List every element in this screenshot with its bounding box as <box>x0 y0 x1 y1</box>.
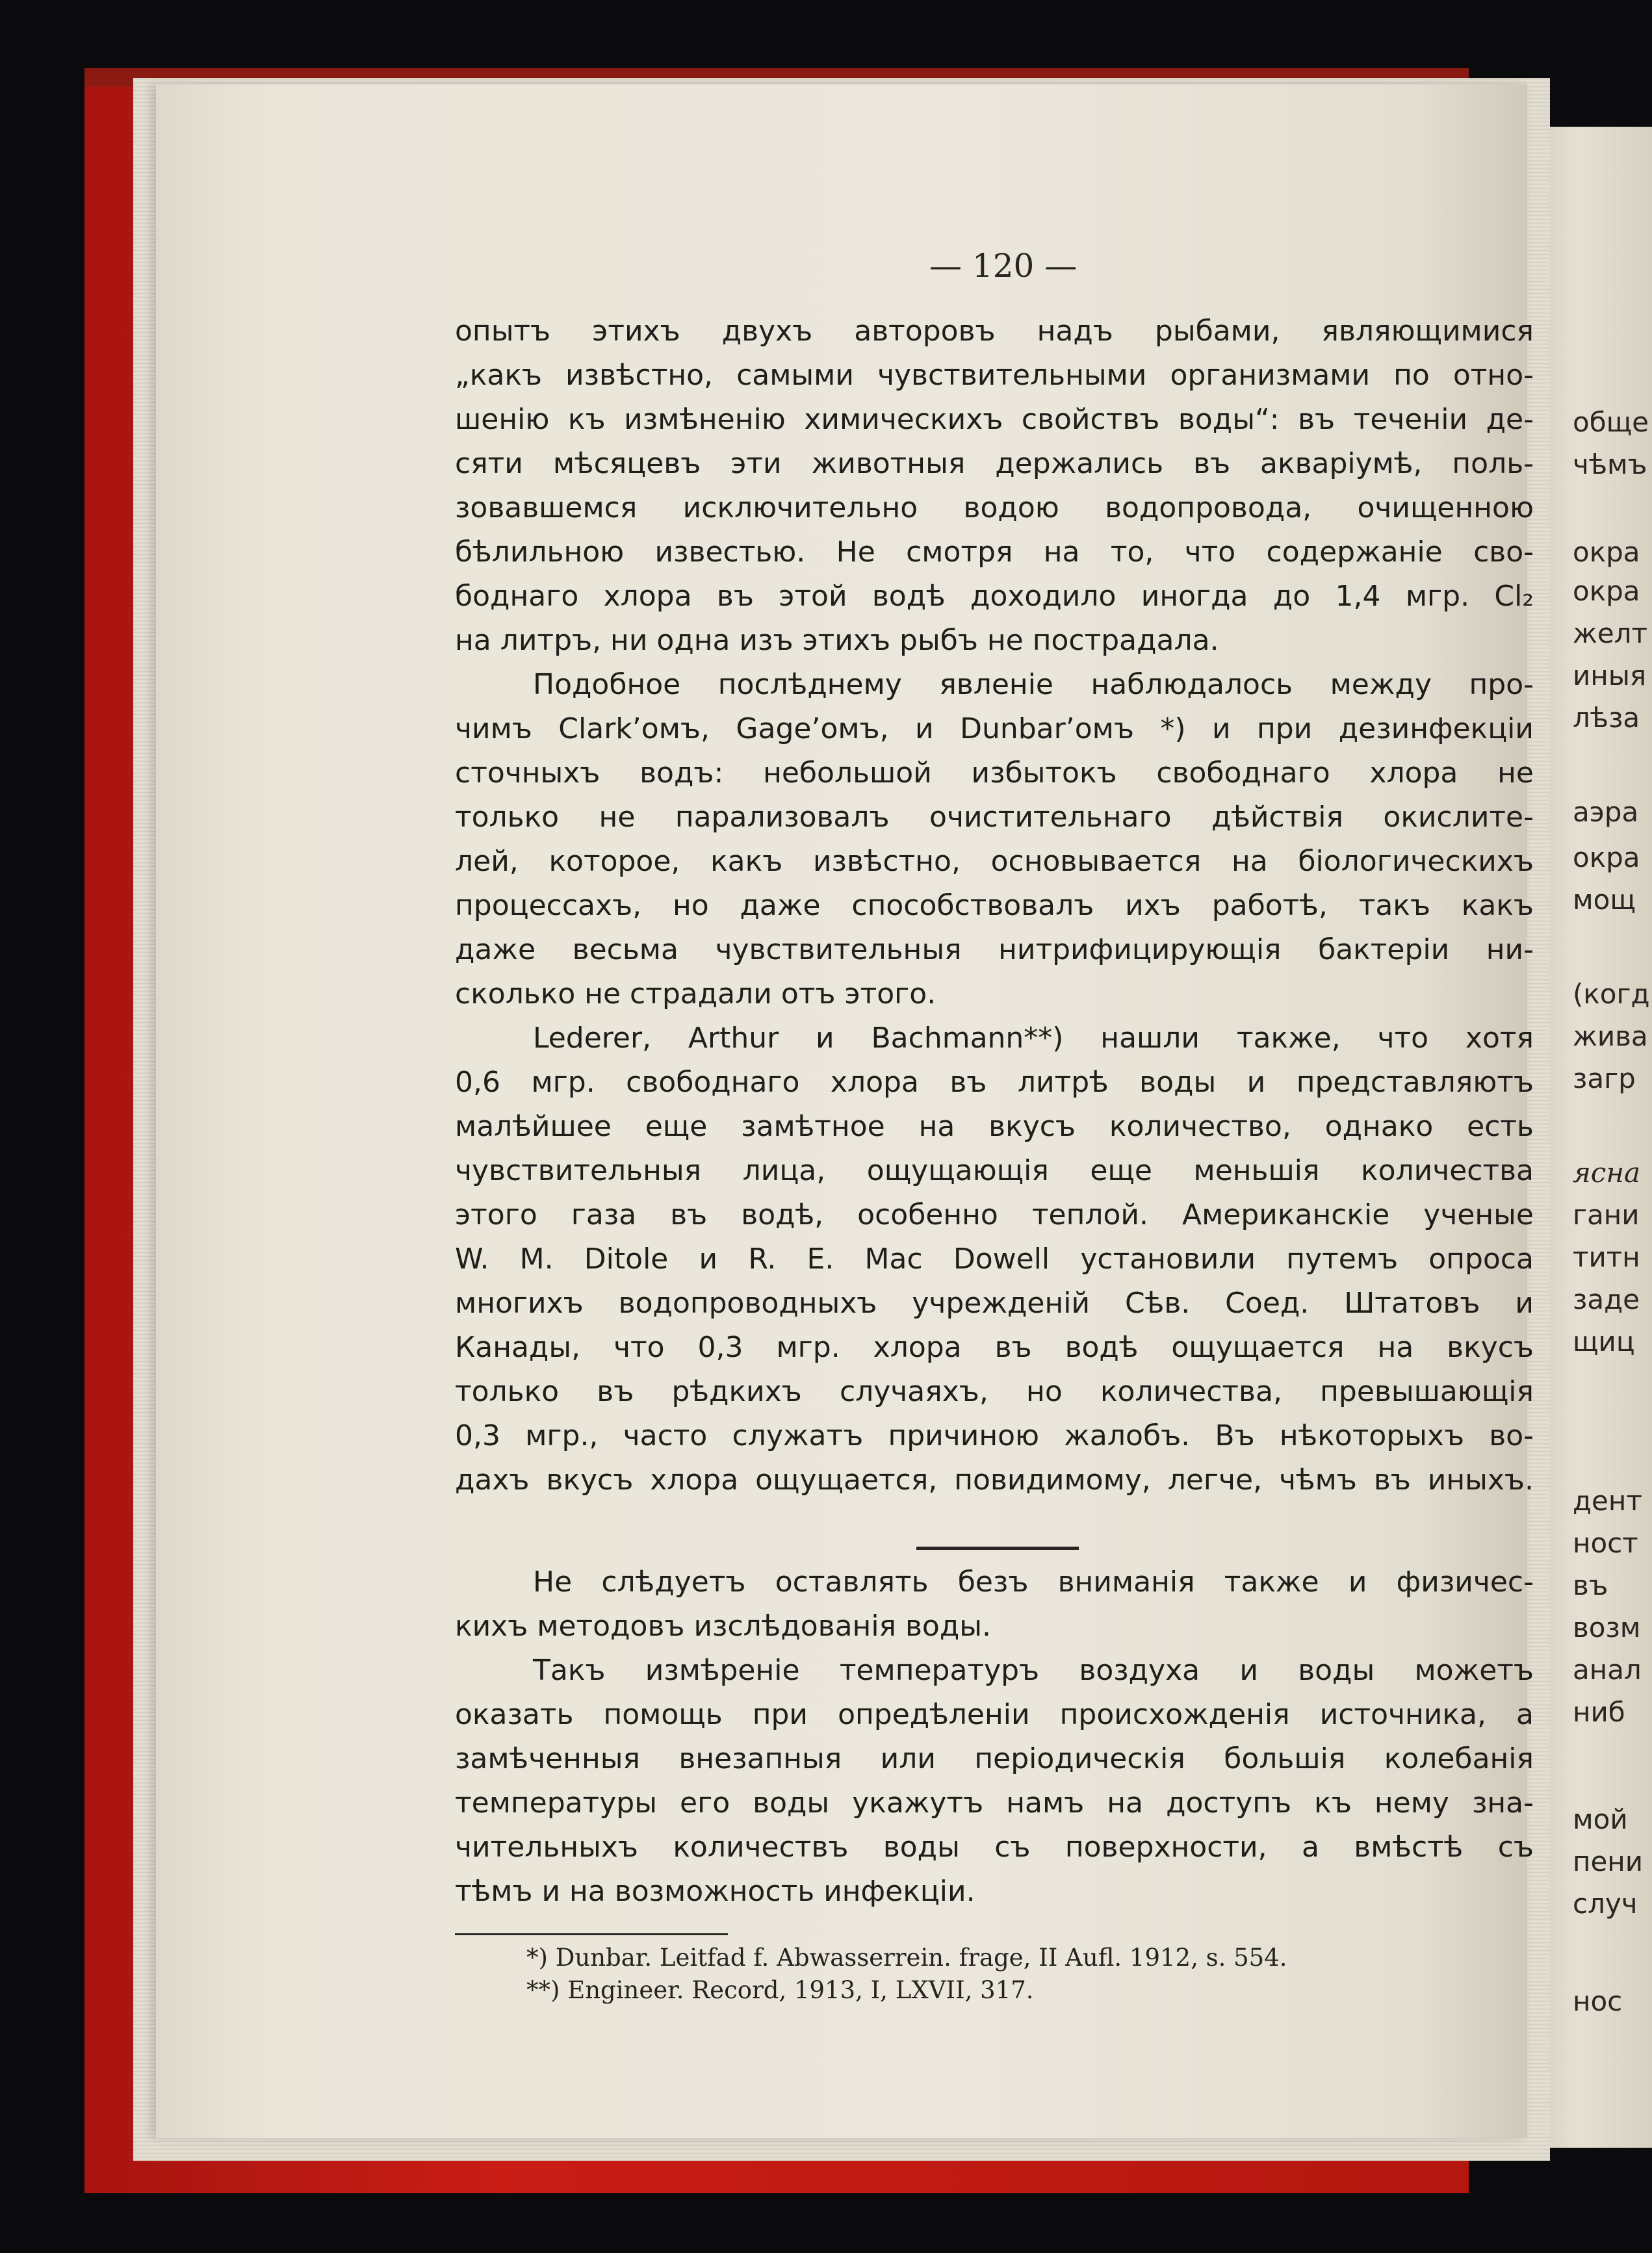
text-line: Подобное послѣднему явленіе наблюдалось между про- <box>533 668 1534 701</box>
text-line: этого газа въ водѣ, особенно теплой. Американскіе ученые <box>455 1198 1534 1231</box>
text-line: бѣлильною известью. Не смотря на то, что содержаніе сво- <box>455 535 1534 569</box>
text-line: чувствительныя лица, ощущающія еще меньшія количества <box>455 1154 1534 1187</box>
text-line: боднаго хлора въ этой водѣ доходило иногда до 1,4 мгр. Cl₂ <box>455 580 1534 613</box>
next-page-fragment: ниб <box>1573 1696 1625 1728</box>
text-line: зовавшемся исключительно водою водопровода, очищенною <box>455 491 1534 524</box>
next-page-fragment: нос <box>1573 1985 1623 2017</box>
text-line: опытъ этихъ двухъ авторовъ надъ рыбами, являющимися <box>455 315 1534 348</box>
text-line: тѣмъ и на возможность инфекціи. <box>455 1875 975 1908</box>
next-page-edge <box>1534 127 1652 2148</box>
text-line: шенію къ измѣненію химическихъ свойствъ воды“: въ теченіи де- <box>455 403 1534 436</box>
footnote: **) Engineer. Record, 1913, I, LXVII, 317. <box>526 1976 1034 2004</box>
text-line: процессахъ, но даже способствовалъ ихъ работѣ, такъ какъ <box>455 889 1534 922</box>
next-page-fragment: окра <box>1573 842 1640 873</box>
next-page-fragment: лѣза <box>1573 702 1640 734</box>
next-page-fragment: иныя <box>1573 660 1647 691</box>
next-page-fragment: аэра <box>1573 796 1639 828</box>
next-page-fragment: случ <box>1573 1888 1638 1920</box>
next-page-fragment: щиц <box>1573 1326 1635 1358</box>
next-page-fragment: гани <box>1573 1199 1640 1231</box>
next-page-fragment: загр <box>1573 1062 1636 1094</box>
text-line: сточныхъ водъ: небольшой избытокъ свободнаго хлора не <box>455 756 1534 790</box>
next-page-fragment: возм <box>1573 1612 1641 1643</box>
text-line: многихъ водопроводныхъ учрежденій Сѣв. Соед. Штатовъ и <box>455 1287 1534 1320</box>
next-page-fragment: окра <box>1573 575 1640 607</box>
next-page-fragment: въ <box>1573 1569 1608 1601</box>
next-page-fragment: анал <box>1573 1654 1642 1686</box>
next-page-fragment: окра <box>1573 536 1640 568</box>
text-line: чимъ Clark’омъ, Gage’омъ, и Dunbar’омъ *) и при дезинфекціи <box>455 712 1534 745</box>
text-line: только не парализовалъ очистительнаго дѣйствія окислите- <box>455 801 1534 834</box>
text-line: Такъ измѣреніе температуръ воздуха и воды можетъ <box>533 1654 1534 1687</box>
text-line: замѣченныя внезапныя или періодическія большія колебанія <box>455 1742 1534 1775</box>
text-line: малѣйшее еще замѣтное на вкусъ количество, однако есть <box>455 1110 1534 1143</box>
text-line: даже весьма чувствительныя нитрифицирующія бактеріи ни- <box>455 933 1534 966</box>
next-page-fragment: ност <box>1573 1527 1638 1559</box>
text-line: чительныхъ количествъ воды съ поверхности, а вмѣстѣ съ <box>455 1831 1534 1864</box>
page-number: — 120 — <box>929 247 1078 285</box>
section-separator <box>916 1547 1079 1550</box>
text-line: сяти мѣсяцевъ эти животныя держались въ акваріумѣ, поль- <box>455 447 1534 480</box>
text-line: оказать помощь при опредѣленіи происхожденія источника, а <box>455 1698 1534 1731</box>
next-page-fragment: титн <box>1573 1241 1640 1273</box>
next-page-fragment: чѣмъ <box>1573 448 1647 480</box>
text-line: лей, которое, какъ извѣстно, основывается на біологическихъ <box>455 845 1534 878</box>
text-line: сколько не страдали отъ этого. <box>455 977 936 1011</box>
next-page-fragment: ясна <box>1573 1157 1641 1189</box>
next-page-fragment: (когд <box>1573 978 1650 1010</box>
text-line: кихъ методовъ изслѣдованія воды. <box>455 1610 991 1643</box>
text-line: дахъ вкусъ хлора ощущается, повидимому, легче, чѣмъ въ иныхъ. <box>455 1463 1534 1497</box>
text-line: только въ рѣдкихъ случаяхъ, но количества, превышающія <box>455 1375 1534 1408</box>
footnote-rule <box>455 1933 728 1935</box>
next-page-fragment: мой <box>1573 1803 1628 1835</box>
next-page-fragment: жива <box>1573 1020 1648 1052</box>
text-line: 0,3 мгр., часто служатъ причиною жалобъ. Въ нѣкоторыхъ во- <box>455 1419 1534 1452</box>
text-line: Не слѣдуетъ оставлять безъ вниманія также и физичес- <box>533 1565 1534 1599</box>
next-page-fragment: мощ <box>1573 884 1636 916</box>
next-page-fragment: обще <box>1573 406 1649 438</box>
next-page-fragment: пени <box>1573 1846 1644 1877</box>
next-page-fragment: дент <box>1573 1485 1642 1517</box>
next-page-fragment: заде <box>1573 1283 1640 1315</box>
text-line: „какъ извѣстно, самыми чувствительными организмами по отно- <box>455 359 1534 392</box>
text-line: W. M. Ditole и R. E. Mac Dowell установили путемъ опроса <box>455 1242 1534 1276</box>
text-line: температуры его воды укажутъ намъ на доступъ къ нему зна- <box>455 1786 1534 1820</box>
text-line: 0,6 мгр. свободнаго хлора въ литрѣ воды и представляютъ <box>455 1066 1534 1099</box>
footnote: *) Dunbar. Leitfad f. Abwasserrein. frage, II Aufl. 1912, s. 554. <box>526 1944 1287 1972</box>
text-line: Канады, что 0,3 мгр. хлора въ водѣ ощущается на вкусъ <box>455 1331 1534 1364</box>
text-line: на литръ, ни одна изъ этихъ рыбъ не пострадала. <box>455 624 1219 657</box>
next-page-fragment: желт <box>1573 617 1647 649</box>
text-line: Lederer, Arthur и Bachmann**) нашли также, что хотя <box>533 1022 1534 1055</box>
